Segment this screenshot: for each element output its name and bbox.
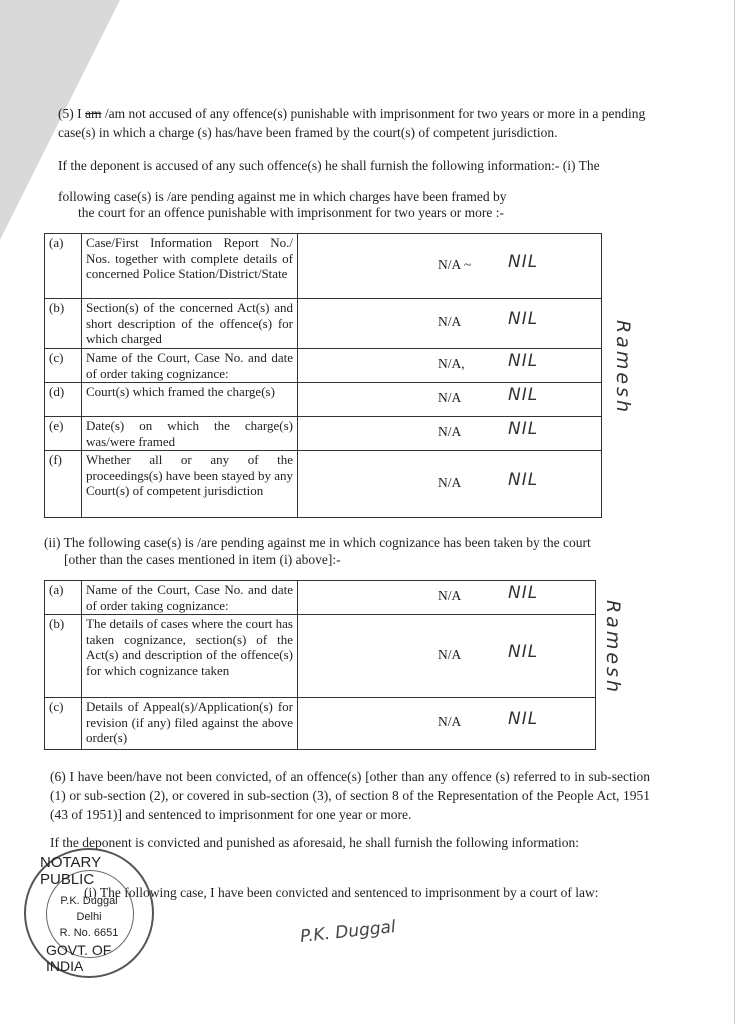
paragraph-ii-1: (ii) The following case(s) is /are pending against me in which cognizance has been taken by the court <box>44 535 591 550</box>
notary-stamp <box>24 848 154 978</box>
side-signature-1: Ramesh <box>612 320 634 415</box>
paragraph-6: (6) I have been/have not been convicted, of an offence(s) [other than any offence (s) referred to in sub-section (1) or sub-section (2), or covered in sub-section (3), of section 8 of the Representation of the People Act, 1951 (43 of 1951)] and sentenced to imprisonment for one year or more. <box>50 769 650 822</box>
table-row <box>45 615 596 698</box>
stamp-name: P.K. Duggal <box>60 895 118 907</box>
handwritten-nil: NIL <box>508 251 539 272</box>
row-value-cell <box>298 383 602 417</box>
row-label: (c) <box>45 698 82 750</box>
handwritten-nil: NIL <box>508 641 539 662</box>
row-value: N/A ~ <box>438 256 472 272</box>
handwritten-nil: NIL <box>508 418 539 439</box>
row-label: (f) <box>45 451 82 518</box>
table-cognizance-taken <box>44 580 596 750</box>
paragraph-5-number: (5) <box>58 106 74 121</box>
row-label: (a) <box>45 234 82 299</box>
row-value: N/A <box>438 314 462 329</box>
table-row <box>45 417 602 451</box>
stamp-city: Delhi <box>76 911 102 923</box>
table-row <box>45 234 602 299</box>
row-value-cell <box>298 581 596 615</box>
row-label: (e) <box>45 417 82 451</box>
table-row <box>45 349 602 383</box>
handwritten-nil: NIL <box>508 709 539 729</box>
page-edge <box>734 0 735 1024</box>
stamp-bottom-text: GOVT. OF INDIA <box>46 942 112 974</box>
handwritten-nil: NIL <box>508 583 539 603</box>
handwritten-nil: NIL <box>508 309 539 329</box>
row-description: Court(s) which framed the charge(s) <box>82 383 298 417</box>
stamp-reg: R. No. 6651 <box>59 927 119 939</box>
row-value-cell <box>298 299 602 349</box>
notary-signature: P.K. Duggal <box>299 917 397 947</box>
row-description: Name of the Court, Case No. and date of order taking cognizance: <box>82 581 298 615</box>
row-label: (c) <box>45 349 82 383</box>
paragraph-if-convicted: If the deponent is convicted and punished as aforesaid, he shall furnish the following information: <box>50 835 579 850</box>
row-description: Section(s) of the concerned Act(s) and short description of the offence(s) for which charged <box>82 299 298 349</box>
row-value: N/A <box>438 714 462 729</box>
row-label: (b) <box>45 615 82 698</box>
row-label: (a) <box>45 581 82 615</box>
row-value: N/A <box>438 423 462 439</box>
table-row <box>45 581 596 615</box>
paragraph-following-2: the court for an offence punishable with imprisonment for two years or more :- <box>78 205 505 220</box>
struck-word: am <box>85 106 102 121</box>
row-value-cell <box>298 417 602 451</box>
handwritten-nil: NIL <box>508 351 539 371</box>
row-description: Date(s) on which the charge(s) was/were framed <box>82 417 298 451</box>
table-row <box>45 299 602 349</box>
row-value-cell <box>298 698 596 750</box>
paragraph-ii-2: [other than the cases mentioned in item (i) above]:- <box>64 552 341 567</box>
paragraph-following-1: following case(s) is /are pending against me in which charges have been framed by <box>58 189 507 204</box>
row-value: N/A <box>438 474 462 490</box>
row-value-cell <box>298 615 596 698</box>
table-row <box>45 451 602 518</box>
paragraph-following-case: (i) The following case, I have been convicted and sentenced to imprisonment by a court of law: <box>84 885 599 900</box>
row-description: Whether all or any of the proceedings(s) have been stayed by any Court(s) of competent jurisdiction <box>82 451 298 518</box>
row-label: (b) <box>45 299 82 349</box>
paragraph-5-text: /am not accused of any offence(s) punishable with imprisonment for two years or more in a pending case(s) in which a charge (s) has/have been framed by the court(s) of competent jurisdiction. <box>58 106 646 140</box>
row-value: N/A <box>438 588 462 603</box>
table-charges-framed <box>44 233 602 518</box>
row-description: Details of Appeal(s)/Application(s) for revision (if any) filed against the above order(s) <box>82 698 298 750</box>
row-label: (d) <box>45 383 82 417</box>
row-value: N/A <box>438 390 462 405</box>
row-description: Name of the Court, Case No. and date of order taking cognizance: <box>82 349 298 383</box>
row-value-cell <box>298 234 602 299</box>
row-value-cell <box>298 451 602 518</box>
paragraph-5: (5) I am /am not accused of any offence(s) punishable with imprisonment for two years or more in a pending case(s) in which a charge (s) has/have been framed by the court(s) of competent jurisdiction. <box>58 106 646 140</box>
table-row <box>45 698 596 750</box>
row-description: The details of cases where the court has taken cognizance, section(s) of the Act(s) and description of the offence(s) for which cognizance taken <box>82 615 298 698</box>
side-signature-2: Ramesh <box>602 600 624 695</box>
table-row <box>45 383 602 417</box>
paragraph-if-accused: If the deponent is accused of any such offence(s) he shall furnish the following information:- (i) The <box>58 158 600 173</box>
row-description: Case/First Information Report No./ Nos. together with complete details of concerned Police Station/District/State <box>82 234 298 299</box>
handwritten-nil: NIL <box>508 469 539 490</box>
stamp-top-text: NOTARY PUBLIC <box>40 854 101 888</box>
row-value: N/A <box>438 646 462 662</box>
row-value-cell <box>298 349 602 383</box>
handwritten-nil: NIL <box>508 385 539 405</box>
row-value: N/A, <box>438 356 465 371</box>
